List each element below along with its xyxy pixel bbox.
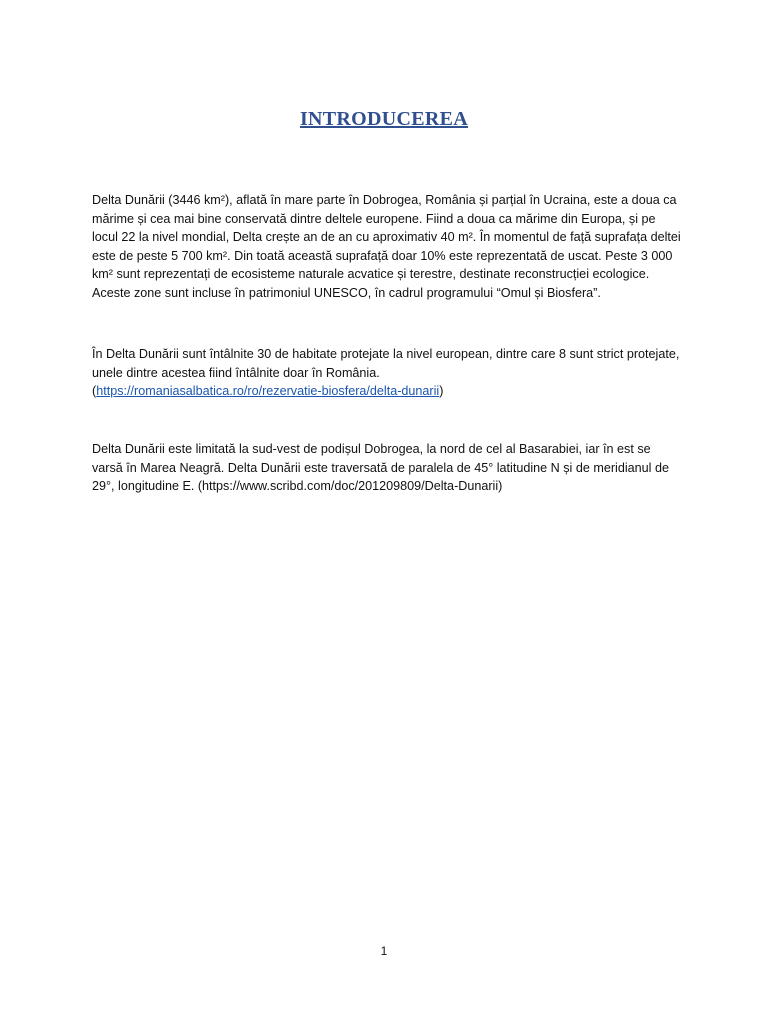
paragraph-delta-boundaries: Delta Dunării este limitată la sud-vest de podișul Dobrogea, la nord de cel al Basarabiei, iar în est se varsă în Marea Neagră. Delta Dunării este traversată de paralela de 45° latitudine N și de meridianul de 29°, longitudine E. (https://www.scribd.com/doc/201209809/Delta-Dunarii) xyxy=(92,442,669,494)
link-open-paren: ( xyxy=(92,384,97,399)
paragraph-protected-habitats xyxy=(92,345,682,401)
page-number: 1 xyxy=(380,944,388,958)
paragraph-habitats-text: În Delta Dunării sunt întâlnite 30 de habitate protejate la nivel european, dintre care 8 sunt strict protejate, unele dintre acestea fiind întâlnite doar în România. xyxy=(92,347,680,380)
link-close-paren: ) xyxy=(439,384,444,399)
source-link-romaniasalbatica[interactable]: https://romaniasalbatica.ro/ro/rezervatie-biosfera/delta-dunarii xyxy=(96,384,440,399)
page-title: INTRODUCEREA xyxy=(299,108,469,130)
paragraph-delta-overview: Delta Dunării (3446 km²), aflată în mare parte în Dobrogea, România și parțial în Ucraina, este a doua ca mărime și cea mai bine conservată dintre deltele europene. Fiind a doua ca mărime din Europa, și pe locul 22 la nivel mondial, Delta crește an de an cu aproximativ 40 m². În momentul de față suprafața deltei este de peste 5 700 km². Din toată această suprafață doar 10% este reprezentată de uscat. Peste 3 000 km² sunt reprezentați de ecosisteme naturale acvatice și terestre, destinate reconstrucției ecologice. Aceste zone sunt incluse în patrimoniul UNESCO, în cadrul programului “Omul și Biosfera”. xyxy=(92,193,681,300)
